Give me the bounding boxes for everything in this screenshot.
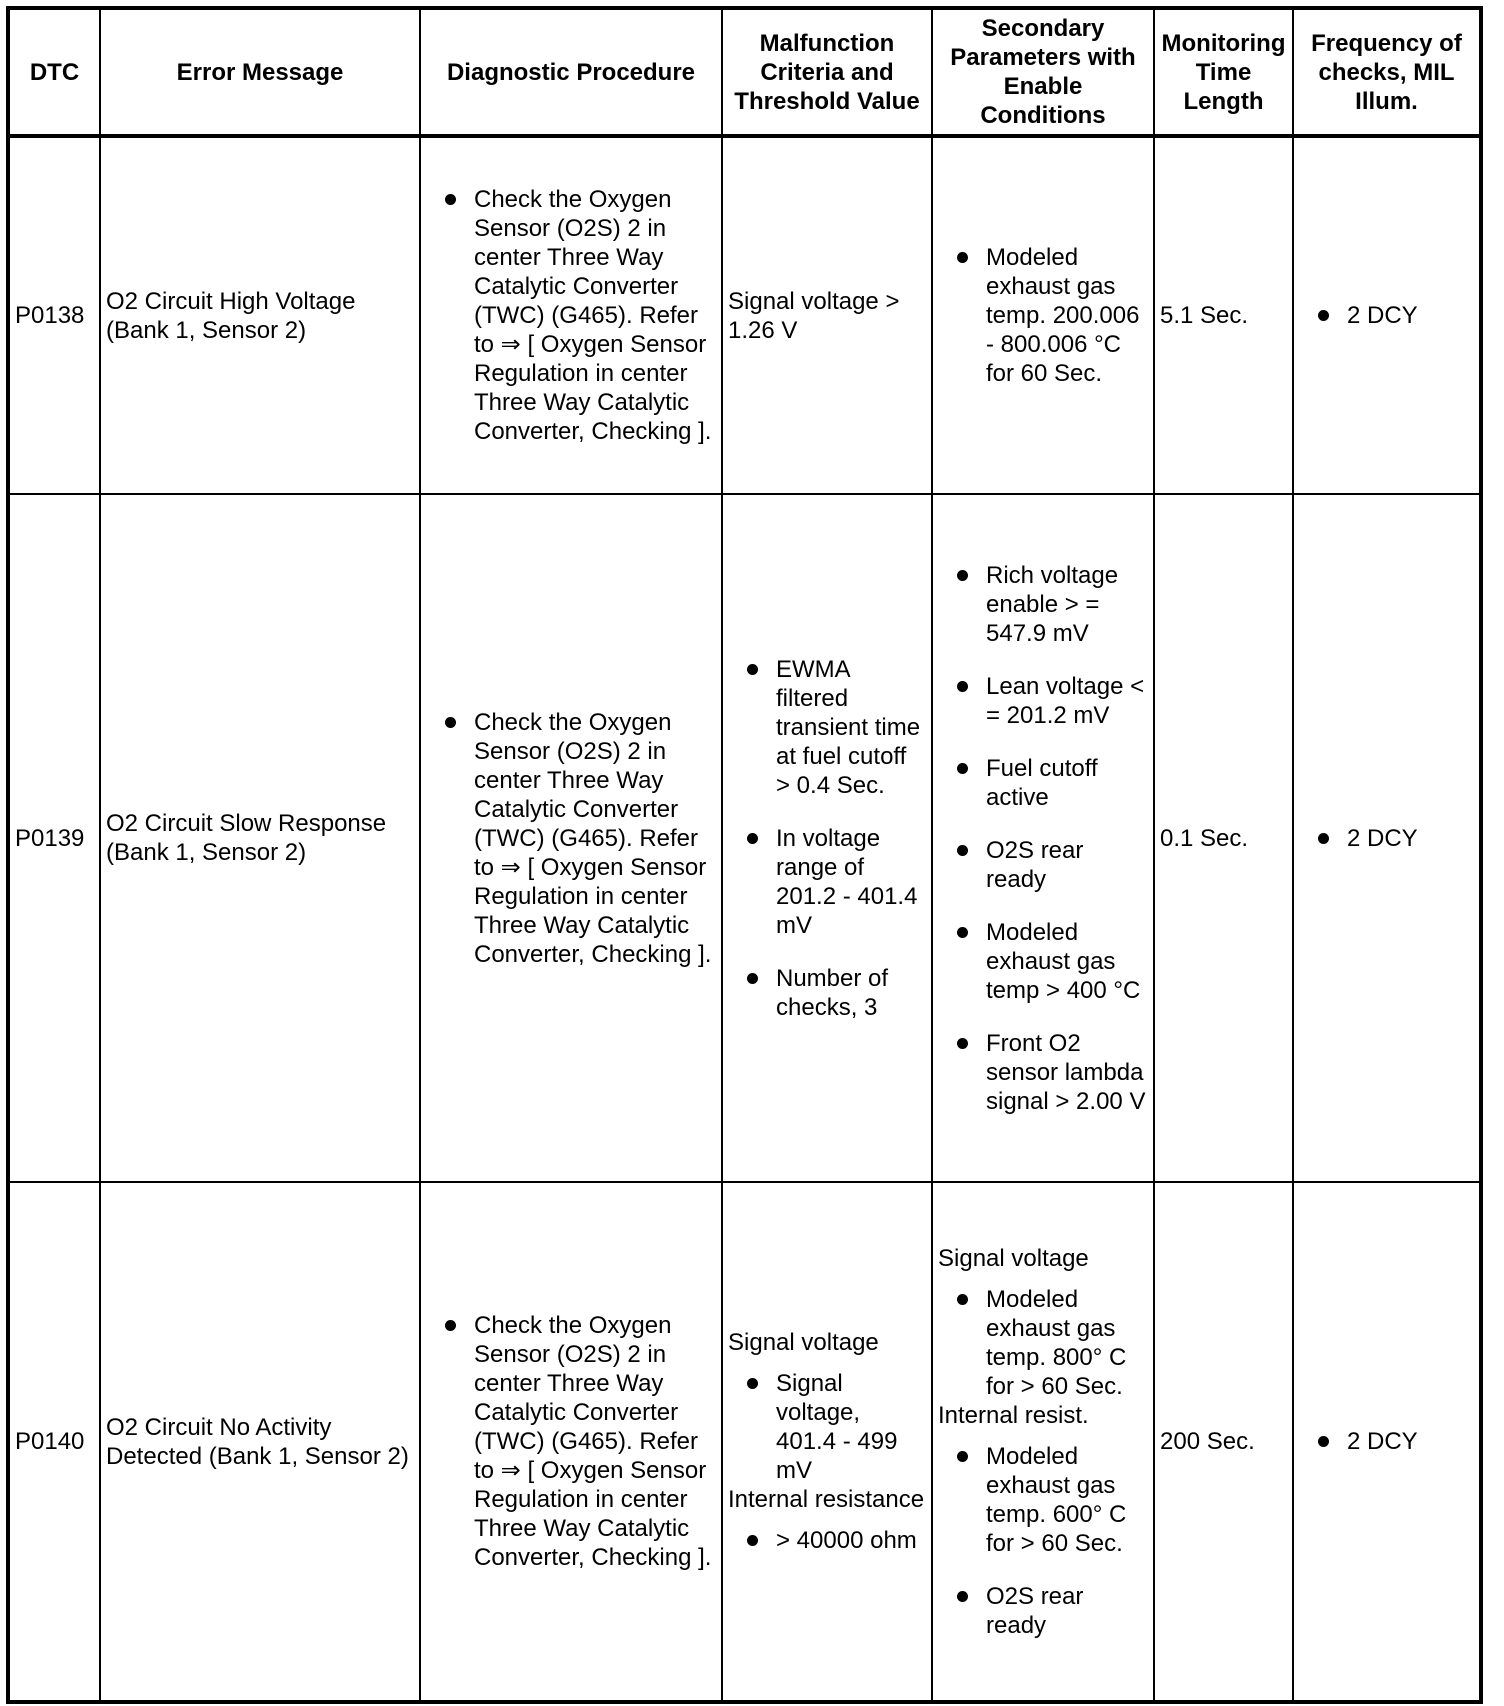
header-error-message: Error Message	[100, 8, 420, 136]
list-item: Check the Oxygen Sensor (O2S) 2 in center Three Way Catalytic Converter (TWC) (G465). Refer to ⇒ [ Oxygen Sensor Regulation in center Three Way Catalytic Converter, Checking ].	[426, 1311, 716, 1572]
diagnostic-procedure	[420, 1182, 722, 1702]
header-frequency: Frequency of checks, MIL Illum.	[1293, 8, 1481, 136]
list-item: Lean voltage < = 201.2 mV	[938, 672, 1148, 730]
header-diagnostic-procedure: Diagnostic Procedure	[420, 8, 722, 136]
malfunction-criteria	[722, 494, 932, 1182]
error-message: O2 Circuit No Activity Detected (Bank 1, Sensor 2)	[100, 1182, 420, 1702]
list-item: 2 DCY	[1299, 824, 1474, 853]
list-item: O2S rear ready	[938, 1582, 1148, 1640]
list-item: Modeled exhaust gas temp. 200.006 - 800.006 °C for 60 Sec.	[938, 243, 1148, 388]
list-item: Modeled exhaust gas temp. 600° C for > 60 Sec.	[938, 1442, 1148, 1558]
list-item: EWMA filtered transient time at fuel cutoff > 0.4 Sec.	[728, 655, 926, 800]
monitoring-time: 5.1 Sec.	[1154, 136, 1293, 494]
frequency	[1293, 136, 1481, 494]
header-secondary-parameters: Secondary Parameters with Enable Conditions	[932, 8, 1154, 136]
dtc-code: P0138	[8, 136, 100, 494]
list-item: Check the Oxygen Sensor (O2S) 2 in center Three Way Catalytic Converter (TWC) (G465). Refer to ⇒ [ Oxygen Sensor Regulation in center Three Way Catalytic Converter, Checking ].	[426, 708, 716, 969]
list-item: Modeled exhaust gas temp. 800° C for > 60 Sec.	[938, 1285, 1148, 1401]
monitoring-time: 0.1 Sec.	[1154, 494, 1293, 1182]
frequency	[1293, 1182, 1481, 1702]
secondary-parameters	[932, 494, 1154, 1182]
diagnostic-procedure	[420, 136, 722, 494]
list-item: In voltage range of 201.2 - 401.4 mV	[728, 824, 926, 940]
header-dtc: DTC	[8, 8, 100, 136]
header-row	[8, 8, 1481, 136]
dtc-code: P0140	[8, 1182, 100, 1702]
diagnostic-procedure	[420, 494, 722, 1182]
header-malfunction-criteria: Malfunction Criteria and Threshold Value	[722, 8, 932, 136]
list-item: 2 DCY	[1299, 1427, 1474, 1456]
list-item: Modeled exhaust gas temp > 400 °C	[938, 918, 1148, 1005]
error-message: O2 Circuit High Voltage (Bank 1, Sensor 2)	[100, 136, 420, 494]
signal-voltage-label: Signal voltage	[728, 1329, 879, 1356]
list-item: 2 DCY	[1299, 301, 1474, 330]
list-item: Front O2 sensor lambda signal > 2.00 V	[938, 1029, 1148, 1116]
malfunction-criteria: Signal voltage > 1.26 V	[722, 136, 932, 494]
list-item: Fuel cutoff active	[938, 754, 1148, 812]
table-row	[8, 494, 1481, 1182]
internal-resistance-label: Internal resistance	[728, 1486, 925, 1513]
monitoring-time: 200 Sec.	[1154, 1182, 1293, 1702]
list-item: Number of checks, 3	[728, 964, 926, 1022]
signal-voltage-label: Signal voltage	[938, 1244, 1089, 1272]
list-item: Rich voltage enable > = 547.9 mV	[938, 561, 1148, 648]
header-monitoring-time: Monitoring Time Length	[1154, 8, 1293, 136]
dtc-table	[6, 6, 1483, 1704]
dtc-code: P0139	[8, 494, 100, 1182]
frequency	[1293, 494, 1481, 1182]
list-item: Check the Oxygen Sensor (O2S) 2 in center Three Way Catalytic Converter (TWC) (G465). Refer to ⇒ [ Oxygen Sensor Regulation in center Three Way Catalytic Converter, Checking ].	[426, 185, 716, 446]
malfunction-criteria	[722, 1182, 932, 1702]
list-item: O2S rear ready	[938, 836, 1148, 894]
table-row	[8, 1182, 1481, 1702]
error-message: O2 Circuit Slow Response (Bank 1, Sensor 2)	[100, 494, 420, 1182]
internal-resist-label: Internal resist.	[938, 1401, 1089, 1429]
list-item: Signal voltage, 401.4 - 499 mV	[728, 1369, 926, 1485]
secondary-parameters	[932, 136, 1154, 494]
secondary-parameters	[932, 1182, 1154, 1702]
list-item: > 40000 ohm	[728, 1526, 926, 1555]
table-row	[8, 136, 1481, 494]
